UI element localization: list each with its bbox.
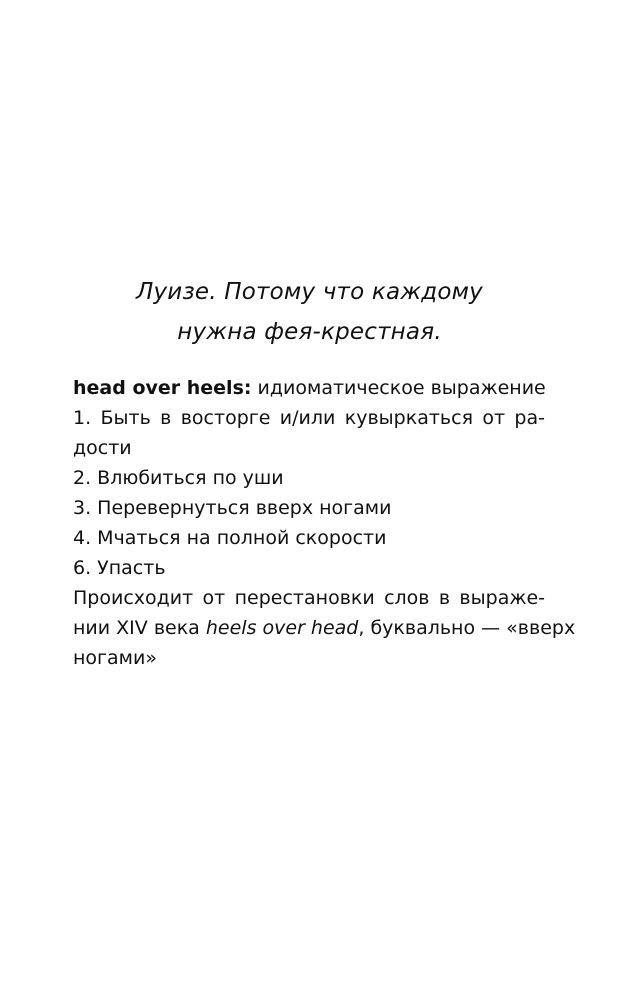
dedication-line-1: Луизе. Потому что каждому <box>136 279 483 305</box>
dedication <box>0 272 619 352</box>
definition-term: head over heels: <box>73 377 252 399</box>
definition-item-2: 2. Влюбиться по уши <box>73 467 284 489</box>
definition-item-5: 6. Упасть <box>73 557 166 579</box>
dedication-line-2: нужна фея-крестная. <box>177 319 442 345</box>
origin-line-2-start: нии XIV века <box>73 617 200 639</box>
origin-line-2 <box>73 613 576 643</box>
definition-heading <box>73 373 545 403</box>
definition-term-description: идиоматическое выражение <box>257 377 546 399</box>
origin-line-1: Происходит от перестановки слов в выраже- <box>73 587 545 609</box>
definition-block <box>73 373 576 673</box>
origin-line-2-end: , буквально — «вверх <box>358 617 576 639</box>
definition-item-1-line-2: дости <box>73 437 132 459</box>
definition-item-3: 3. Перевернуться вверх ногами <box>73 497 392 519</box>
origin-line-3: ногами» <box>73 647 157 669</box>
definition-item-1-line-1: 1. Быть в восторге и/или кувыркаться от ра- <box>73 407 545 429</box>
origin-phrase: heels over head <box>205 617 359 639</box>
definition-item-4: 4. Мчаться на полной скорости <box>73 527 387 549</box>
